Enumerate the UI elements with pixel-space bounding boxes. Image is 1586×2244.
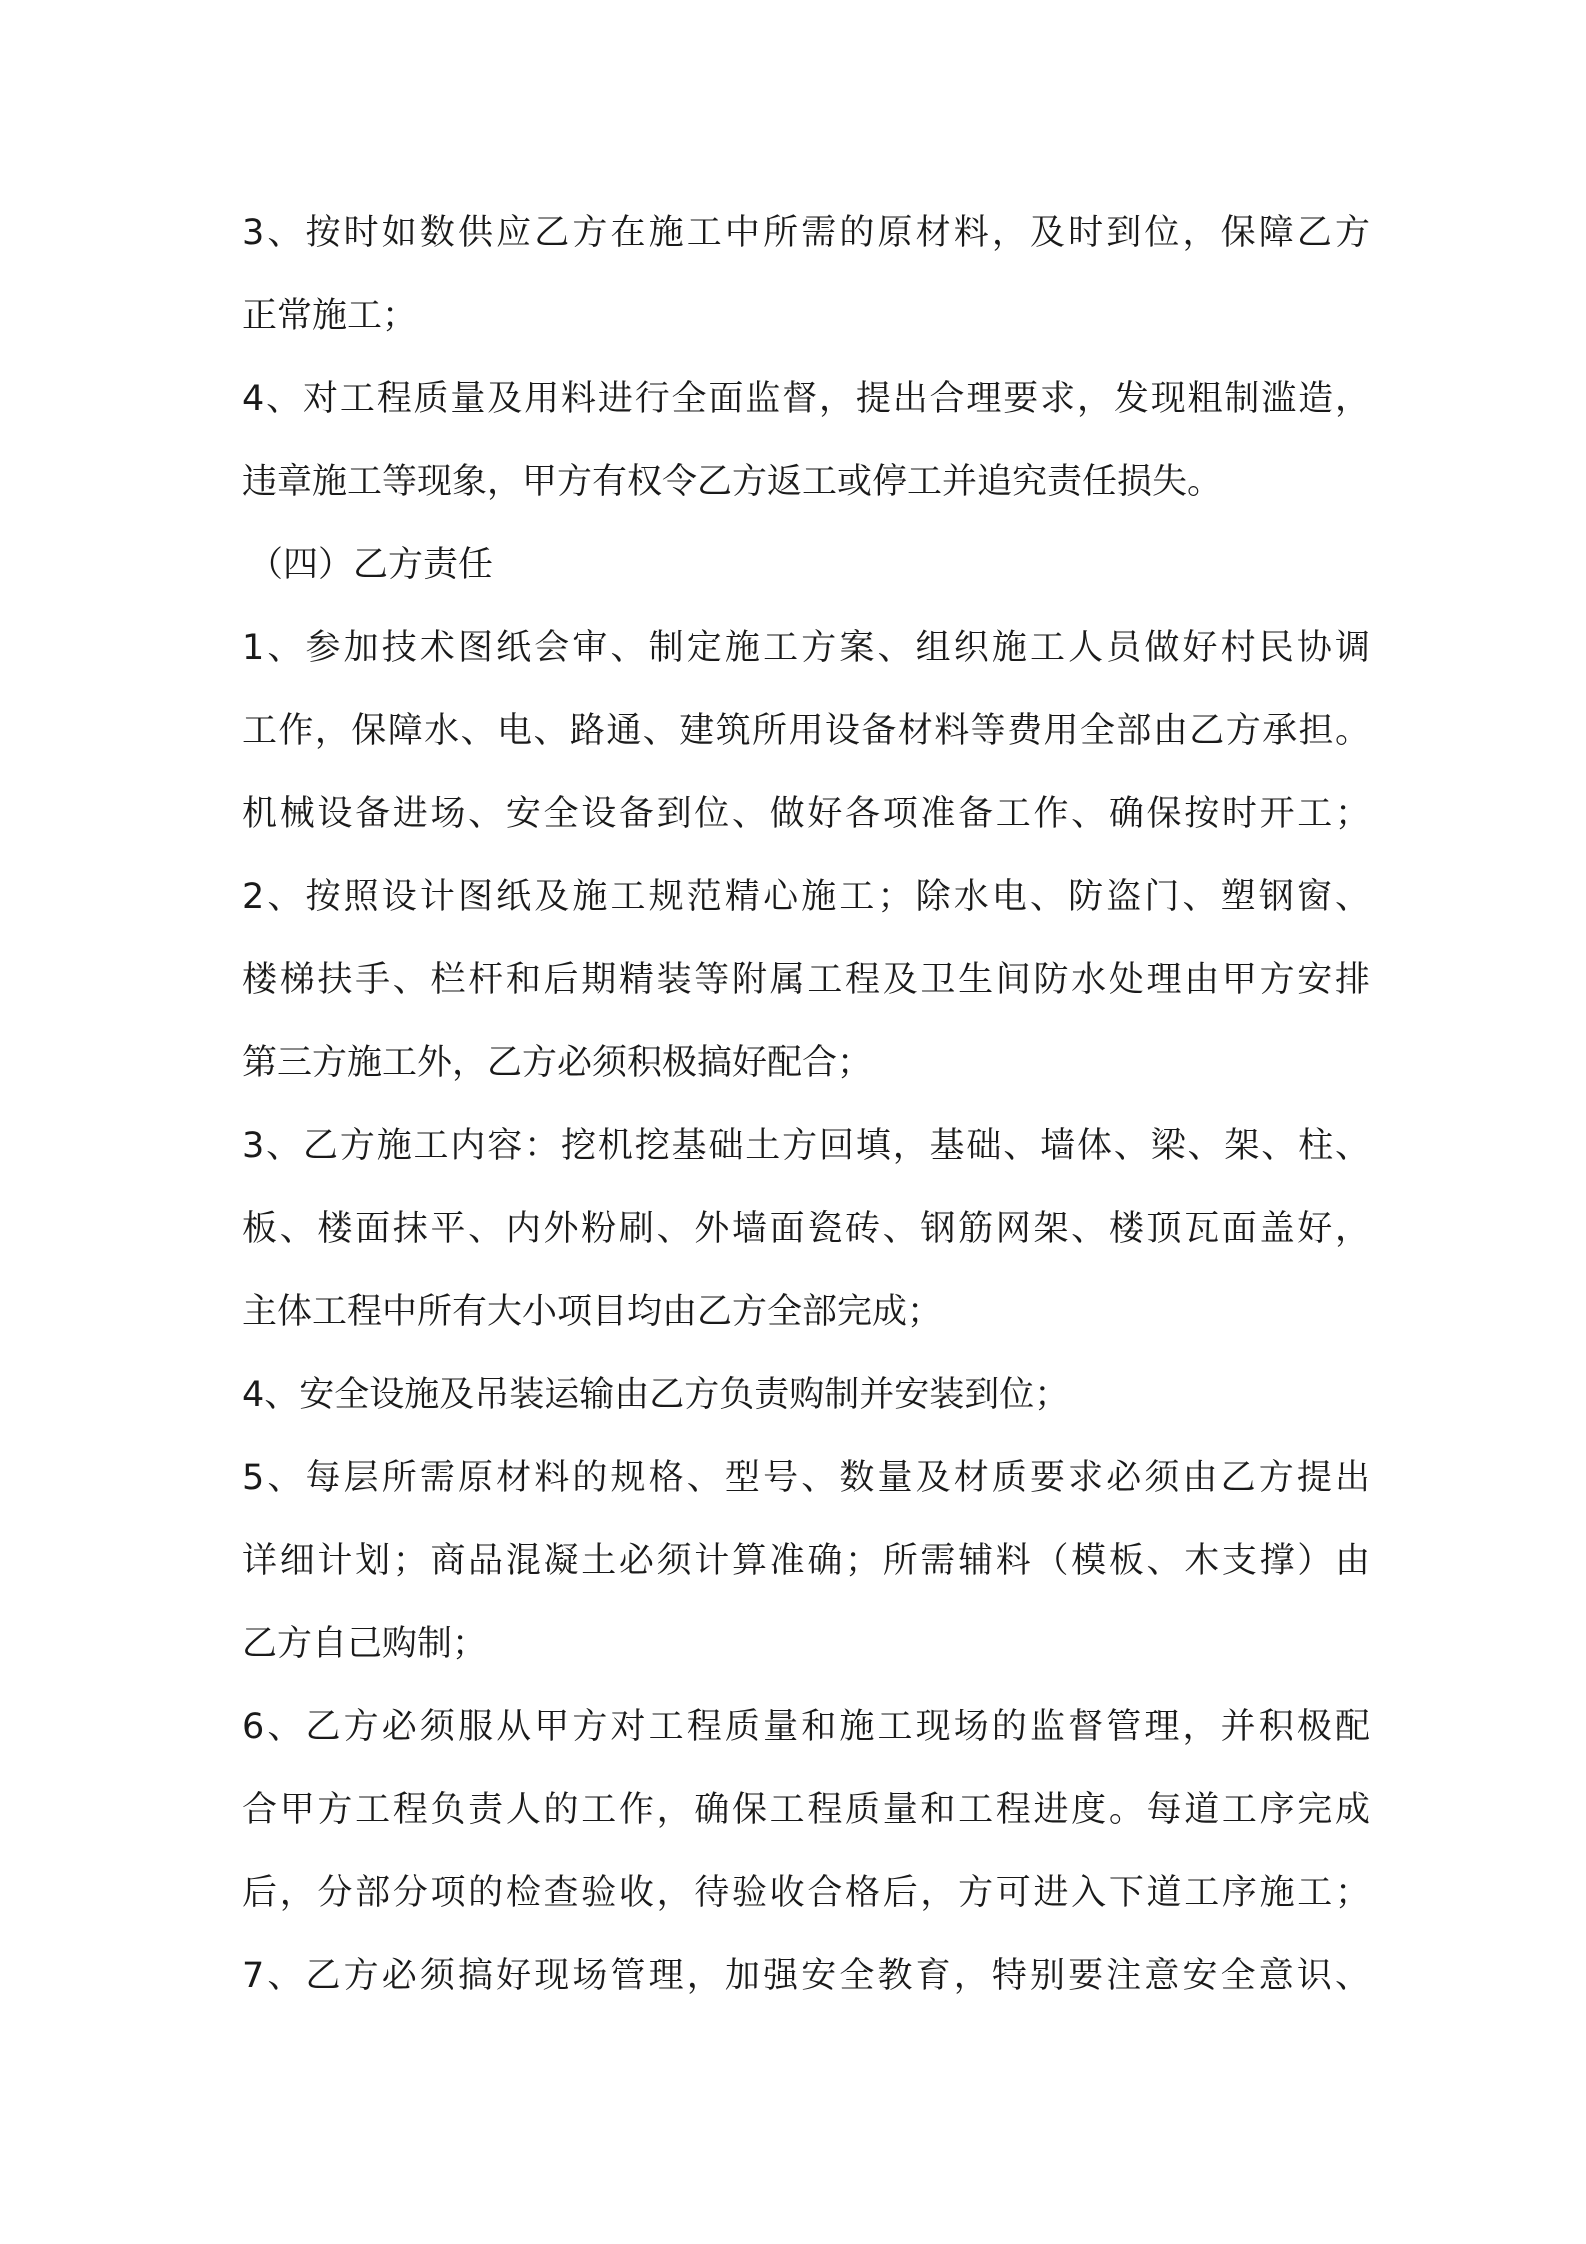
section-heading: （四）乙方责任 <box>248 545 494 585</box>
text-line: 7、乙方必须搞好现场管理，加强安全教育，特别要注意安全意识、 <box>242 1956 1370 1996</box>
text-line: 5、每层所需原材料的规格、型号、数量及材质要求必须由乙方提出 <box>242 1458 1370 1498</box>
text-line: 板、楼面抹平、内外粉刷、外墙面瓷砖、钢筋网架、楼顶瓦面盖好， <box>242 1209 1370 1249</box>
text-line: 机械设备进场、安全设备到位、做好各项准备工作、确保按时开工； <box>242 794 1370 834</box>
text-line: 合甲方工程负责人的工作，确保工程质量和工程进度。每道工序完成 <box>242 1790 1370 1830</box>
text-line: 乙方自己购制； <box>242 1624 488 1664</box>
text-line: 2、按照设计图纸及施工规范精心施工；除水电、防盗门、塑钢窗、 <box>242 877 1370 917</box>
text-line: 主体工程中所有大小项目均由乙方全部完成； <box>242 1292 943 1332</box>
text-line: 后，分部分项的检查验收，待验收合格后，方可进入下道工序施工； <box>242 1873 1370 1913</box>
text-line: 工作，保障水、电、路通、建筑所用设备材料等费用全部由乙方承担。 <box>242 711 1370 751</box>
text-line: 6、乙方必须服从甲方对工程质量和施工现场的监督管理，并积极配 <box>242 1707 1370 1747</box>
text-line: 违章施工等现象，甲方有权令乙方返工或停工并追究责任损失。 <box>242 462 1223 502</box>
text-line: 1、参加技术图纸会审、制定施工方案、组织施工人员做好村民协调 <box>242 628 1370 668</box>
document-body <box>242 192 1370 2018</box>
text-line: 详细计划；商品混凝土必须计算准确；所需辅料（模板、木支撑）由 <box>242 1541 1370 1581</box>
text-line: 3、按时如数供应乙方在施工中所需的原材料，及时到位，保障乙方 <box>242 213 1370 253</box>
text-line: 4、安全设施及吊装运输由乙方负责购制并安装到位； <box>242 1375 1070 1415</box>
text-line: 第三方施工外，乙方必须积极搞好配合； <box>242 1043 873 1083</box>
text-line: 4、对工程质量及用料进行全面监督，提出合理要求，发现粗制滥造， <box>242 379 1370 419</box>
text-line: 3、乙方施工内容：挖机挖基础土方回填，基础、墙体、梁、架、柱、 <box>242 1126 1370 1166</box>
text-line: 正常施工； <box>242 296 418 336</box>
text-line: 楼梯扶手、栏杆和后期精装等附属工程及卫生间防水处理由甲方安排 <box>242 960 1370 1000</box>
